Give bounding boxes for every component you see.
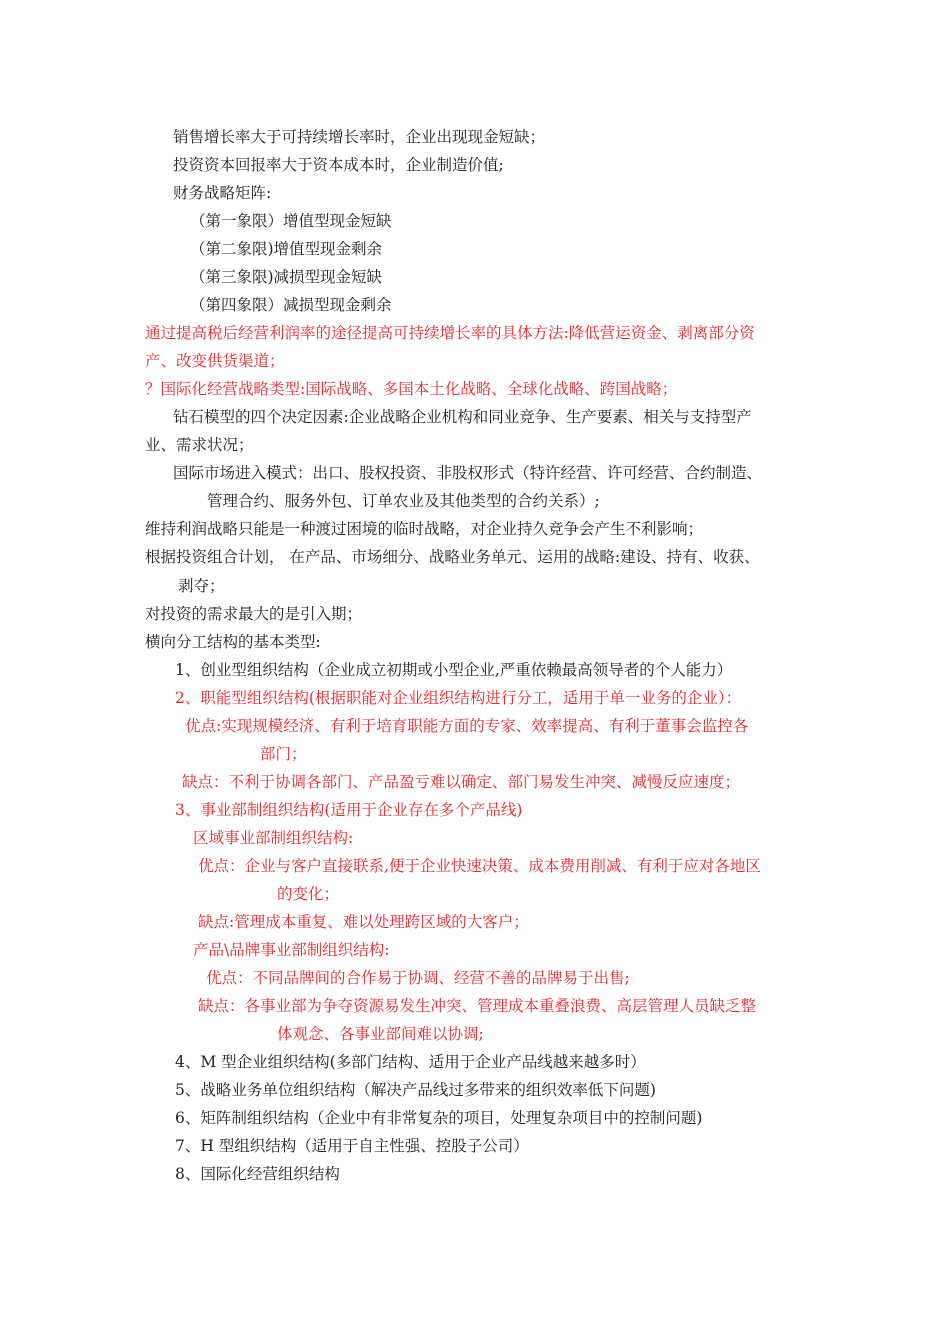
list-item-detail: 产品\品牌事业部制组织结构: <box>193 941 390 959</box>
text-line: （第四象限）减损型现金剩余 <box>190 296 392 314</box>
highlight-line: 产、改变供货渠道； <box>145 352 285 370</box>
list-item: 3、事业部制组织结构(适用于企业存在多个产品线) <box>175 801 523 819</box>
text-line: 业、需求状况； <box>145 436 254 454</box>
text-line: 财务战略矩阵: <box>173 184 272 202</box>
text-line: 横向分工结构的基本类型: <box>145 633 321 651</box>
text-line: 钻石模型的四个决定因素:企业战略企业机构和同业竞争、生产要素、相关与支持型产 <box>173 408 752 426</box>
text-line: （第二象限)增值型现金剩余 <box>190 240 383 258</box>
list-item-detail: 优点:实现规模经济、有利于培育职能方面的专家、效率提高、有利于董事会监控各 <box>185 717 749 735</box>
list-item-detail: 部门； <box>260 745 307 763</box>
text-line: 剥夺； <box>178 577 225 595</box>
highlight-line: 通过提高税后经营利润率的途径提高可持续增长率的具体方法:降低营运资金、剥离部分资 <box>145 324 755 342</box>
list-item-detail: 的变化； <box>277 885 340 903</box>
list-item-detail: 缺点:管理成本重复、难以处理跨区域的大客户； <box>198 913 529 931</box>
text-line: 管理合约、服务外包、订单农业及其他类型的合约关系）; <box>207 492 600 510</box>
list-item: 2、职能型组织结构(根据职能对企业组织结构进行分工，适用于单一业务的企业）： <box>175 689 742 707</box>
text-line: （第一象限）增值型现金短缺 <box>190 212 392 230</box>
text-line: 根据投资组合计划， 在产品、市场细分、战略业务单元、运用的战略:建设、持有、收获、 <box>145 548 760 566</box>
list-item: 6、矩阵制组织结构（企业中有非常复杂的项目，处理复杂项目中的控制问题) <box>175 1109 703 1127</box>
text-line: 维持利润战略只能是一种渡过困境的临时战略，对企业持久竞争会产生不利影响； <box>145 520 704 538</box>
text-line: 国际市场进入模式：出口、股权投资、非股权形式（特许经营、许可经营、合约制造、 <box>173 464 763 482</box>
list-item-detail: 区域事业部制组织结构: <box>193 829 354 847</box>
list-item-detail: 优点：不同品牌间的合作易于协调、经营不善的品牌易于出售; <box>206 969 630 987</box>
list-item: 4、M 型企业组织结构(多部门结构、适用于企业产品线越来越多时） <box>175 1053 646 1071</box>
text-line: （第三象限)减损型现金短缺 <box>190 268 383 286</box>
list-item: 5、战略业务单位组织结构（解决产品线过多带来的组织效率低下问题) <box>175 1081 656 1099</box>
list-item-detail: 优点：企业与客户直接联系,便于企业快速决策、成本费用削减、有利于应对各地区 <box>198 857 761 875</box>
list-item-detail: 缺点：各事业部为争夺资源易发生冲突、管理成本重叠浪费、高层管理人员缺乏整 <box>198 997 757 1015</box>
list-item-detail: 体观念、各事业部间难以协调; <box>277 1025 484 1043</box>
list-item: 7、H 型组织结构（适用于自主性强、控股子公司） <box>175 1137 529 1155</box>
list-item-detail: 缺点：不利于协调各部门、产品盈亏难以确定、部门易发生冲突、减慢反应速度； <box>182 773 741 791</box>
highlight-line: ？国际化经营战略类型:国际战略、多国本土化战略、全球化战略、跨国战略； <box>145 380 678 398</box>
list-item: 1、创业型组织结构（企业成立初期或小型企业,严重依赖最高领导者的个人能力） <box>175 661 733 679</box>
text-line: 投资资本回报率大于资本成本时，企业制造价值; <box>173 156 504 174</box>
list-item: 8、国际化经营组织结构 <box>175 1165 340 1183</box>
text-line: 对投资的需求最大的是引入期； <box>145 605 363 623</box>
text-line: 销售增长率大于可持续增长率时，企业出现现金短缺； <box>173 128 546 146</box>
